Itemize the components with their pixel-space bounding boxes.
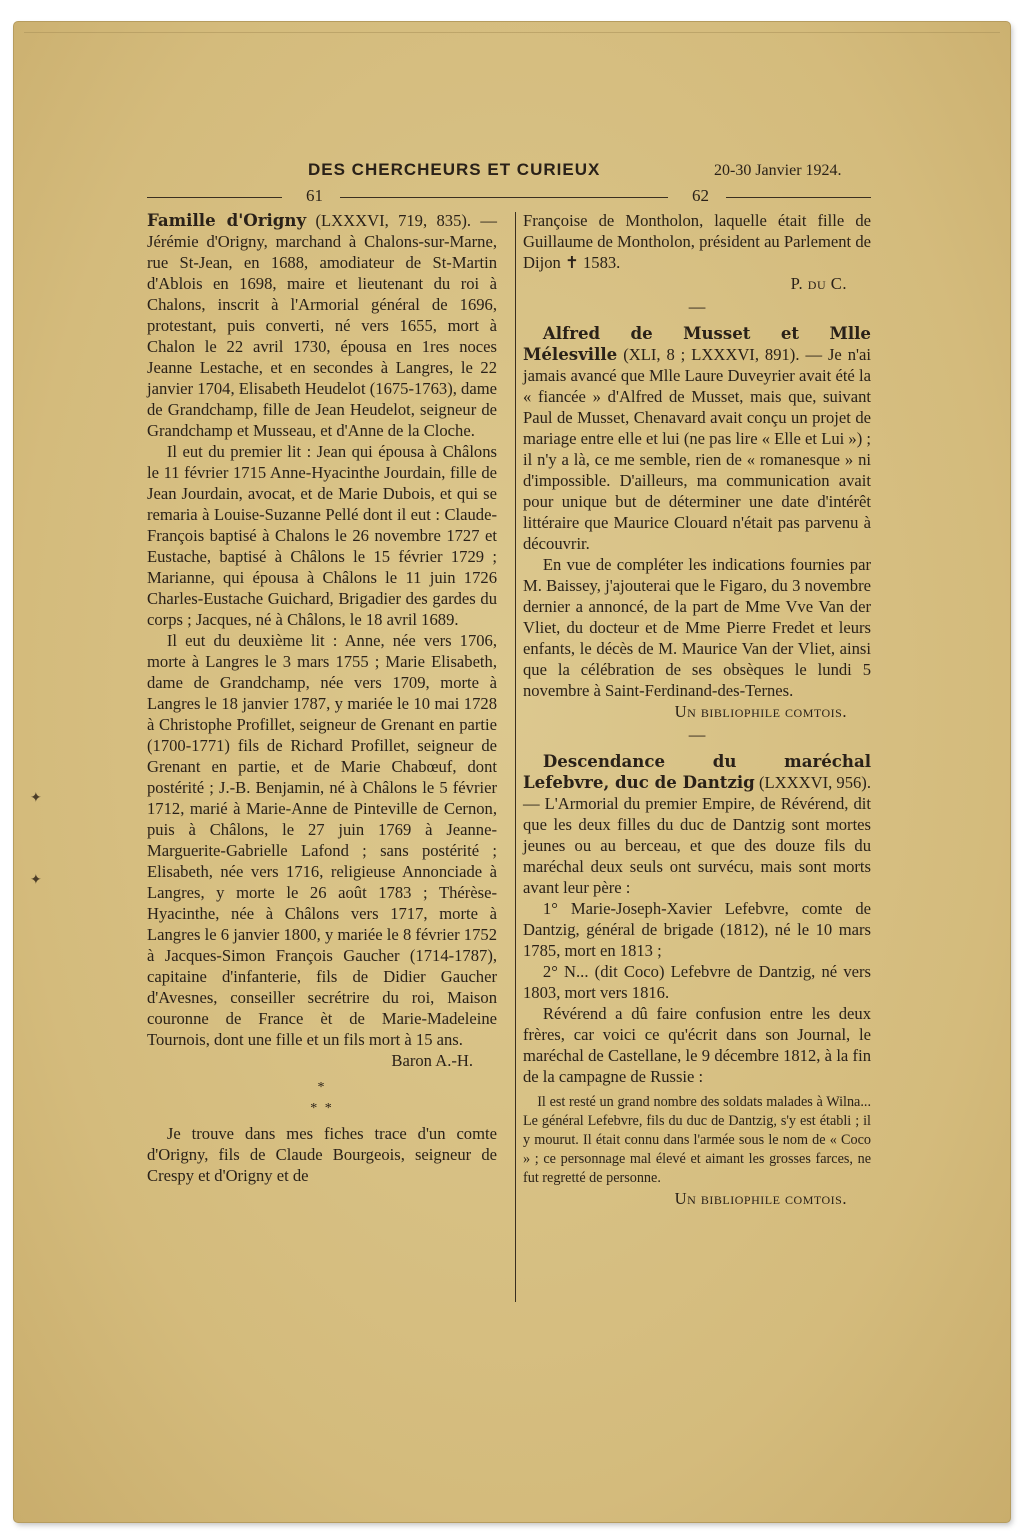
page-number-bar <box>0 186 1029 208</box>
issue-date: 20-30 Janvier 1924. <box>714 162 842 179</box>
page-number-left: 61 <box>306 186 323 205</box>
staple-mark-icon: ✦ <box>30 873 42 888</box>
section-reference: (XLI, 8 ; LXXXVI, 891). <box>617 345 800 364</box>
staple-mark-icon: ✦ <box>30 791 42 806</box>
section-title: Famille d'Origny <box>147 210 307 230</box>
right-column <box>523 210 871 1209</box>
article-lefebvre <box>523 751 871 898</box>
left-column <box>147 210 497 1186</box>
paragraph: 2° N... (dit Coco) Lefebvre de Dantzig, né vers 1803, mort vers 1816. <box>523 962 871 1002</box>
rule-line <box>147 197 282 198</box>
rule-line <box>340 197 668 198</box>
rule-line <box>726 197 871 198</box>
signature: Un bibliophile comtois. <box>674 1189 847 1208</box>
section-reference: (LXXXVI, 719, 835). <box>306 211 472 230</box>
page-header <box>0 160 1029 186</box>
article-origny-intro <box>147 210 497 441</box>
paragraph: — L'Armorial du premier Empire, de Révérend, dit que les deux filles du duc de Dantzig sont mortes jeunes ou au berceau, et que des douze fils du maréchal deux seuls ont survécu, mais sont morts avant leur père : <box>523 794 871 897</box>
paragraph: Il eut du premier lit : Jean qui épousa à Châlons le 11 février 1715 Anne-Hyacinthe Jourdain, fille de Jean Jourdain, avocat, et de Marie Dubois, et qui se remaria à Louise-Suzanne Pellé dont il eut : Claude-François baptisé à Chalons le 26 novembre 1727 et Eustache, baptisé à Châlons le 15 février 1729 ; Marianne, qui épousa à Châlons le 11 juin 1726 Charles-Eustache Guichard, Brigadier des gardes du corps ; Jacques, né à Châlons, le 18 avril 1689. <box>147 442 497 629</box>
column-divider <box>515 212 516 1302</box>
article-musset <box>523 323 871 554</box>
block-quote <box>523 1093 871 1188</box>
quote-text: Il est resté un grand nombre des soldats malades à Wilna... Le général Lefebvre, fils du duc de Dantzig, s'y est établi ; il y mourut. Il était connu dans l'armée sous le nom de « Coco » ; ce personnage mal élevé et aimant les grosses farces, ne fut regretté de personne. <box>523 1094 871 1186</box>
section-separator: — <box>688 297 706 316</box>
signature: P. du C. <box>790 274 847 293</box>
paragraph: Françoise de Montholon, laquelle était fille de Guillaume de Montholon, président au Parlement de Dijon ✝ 1583. <box>523 211 871 272</box>
paragraph: En vue de compléter les indications fournies par M. Baissey, j'ajouterai que le Figaro, du 3 novembre dernier a annoncé, de la part de Mme Vve Van der Vliet, du docteur et de Mme Pierre Fredet et leurs enfants, le décès de M. Maurice Van der Vliet, ainsi que la célébration de ses obsèques le lundi 5 novembre à Saint-Ferdinand-des-Ternes. <box>523 555 871 700</box>
paragraph: Révérend a dû faire confusion entre les deux frères, car voici ce qu'écrit dans son Journal, le maréchal de Castellane, le 9 décembre 1812, à la fin de la campagne de Russie : <box>523 1004 871 1086</box>
paragraph: Il eut du deuxième lit : Anne, née vers 1706, morte à Langres le 3 mars 1755 ; Marie Elisabeth, dame de Grandchamp, née vers 1709, morte à Langres le 18 janvier 1787, y mariée le 10 mai 1728 à Christophe Profillet, seigneur de Grenant en partie (1700-1771) fils de Richard Profillet, seigneur de Grenant en partie, et de Marie Chabœuf, dont postérité ; J.-B. Benjamin, né à Châlons le 5 février 1712, marié à Marie-Anne de Pinteville de Cernon, puis à Châlons, le 27 juin 1769 à Jeanne-Marguerite-Gabrielle Lafond ; sans postérité ; Elisabeth, née vers 1716, religieuse Annonciade à Langres, y morte le 26 août 1783 ; Thérèse-Hyacinthe, née à Châlons vers 1717, morte à Langres le 6 janvier 1800, y mariée le 8 février 1752 à Jacques-Simon François Gaucher (1714-1787), capitaine d'infanterie, fils de Didier Gaucher d'Avesnes, conseiller secrétrire du roi, Maison couronne de France èt de Marie-Madeleine Tournois, dont une fille et un fils mort à 15 ans. <box>147 631 497 1049</box>
running-title: DES CHERCHEURS ET CURIEUX <box>308 160 601 179</box>
section-separator: — <box>688 725 706 744</box>
paragraph: Je trouve dans mes fiches trace d'un comte d'Origny, fils de Claude Bourgeois, seigneur de Crespy et d'Origny et de <box>147 1124 497 1185</box>
page-number-right: 62 <box>692 186 709 205</box>
section-title: Alfred de Musset et Mlle Mélesville <box>523 323 871 364</box>
signature: Un bibliophile comtois. <box>674 702 847 721</box>
signature: Baron A.-H. <box>391 1051 473 1070</box>
section-title: Descendance du maréchal Lefebvre, duc de Dantzig <box>523 751 871 792</box>
paragraph: — Je n'ai jamais avancé que Mlle Laure Duveyrier avait été la « fiancée » d'Alfred de Musset, mais que, suivant Paul de Musset, Chenavard avait conçu un projet de mariage entre elle et lui (ne pas lire « Elle et Lui ») ; il n'y a là, ce me semble, rien de « romanesque » ni d'impossible. D'ailleurs, ma communication avait pour unique but de déterminer une date d'intérêt littéraire que Maurice Clouard n'était pas parvenu à découvrir. <box>523 345 871 553</box>
section-reference: (LXXXVI, 956). <box>754 773 871 792</box>
paragraph: 1° Marie-Joseph-Xavier Lefebvre, comte de Dantzig, général de brigade (1812), né le 10 mars 1785, mort en 1813 ; <box>523 899 871 960</box>
paragraph: — Jérémie d'Origny, marchand à Chalons-sur-Marne, rue St-Jean, en 1688, amodiateur de St-Martin d'Ablois en 1698, maire et lieutenant du roi à Chalons, inscrit à l'Armorial général de 1696, protestant, puis converti, né vers 1655, mort à Chalon le 22 avril 1730, épousa en 1res noces Jeanne Lestache, et en secondes à Langres, le 22 janvier 1704, Elisabeth Heudelot (1675-1763), dame de Grandchamp, fille de Jean Heudelot, seigneur de Grandchamp et Musseau, et d'Anne de la Cloche. <box>147 211 497 440</box>
separator-stars: * * * <box>310 1080 334 1116</box>
